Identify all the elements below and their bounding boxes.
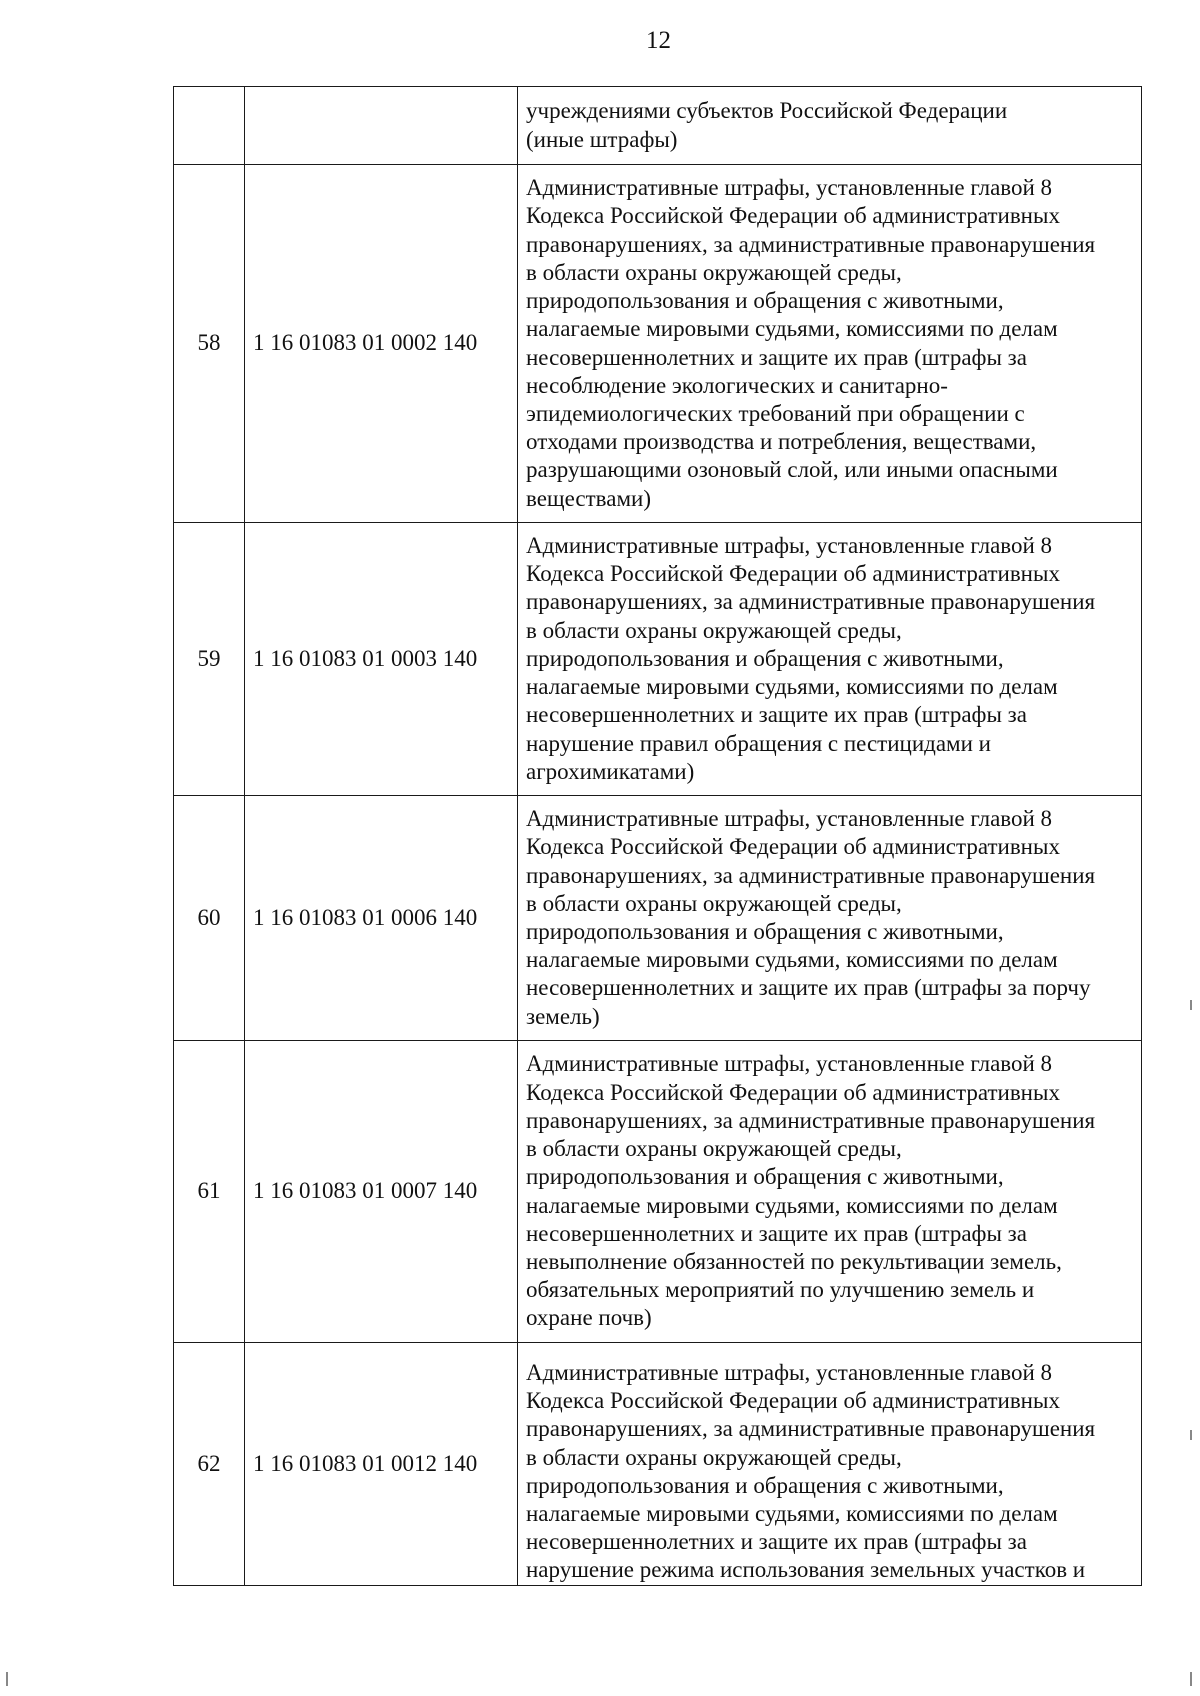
description-line: (иные штрафы) xyxy=(526,126,678,152)
description-line: в области охраны окружающей среды, xyxy=(526,1444,902,1470)
description-line: Административные штрафы, установленные главой 8 xyxy=(526,533,1053,559)
description-line: несовершеннолетних и защите их прав (штрафы за xyxy=(526,702,1027,728)
description-line: природопользования и обращения с животными, xyxy=(526,288,1004,314)
description-line: несовершеннолетних и защите их прав (штрафы за порчу xyxy=(526,975,1091,1001)
budget-code-cell: 1 16 01083 01 0006 140 xyxy=(245,796,518,1041)
description-line: Административные штрафы, установленные главой 8 xyxy=(526,175,1053,201)
description-line: в области охраны окружающей среды, xyxy=(526,890,902,916)
description-line: несовершеннолетних и защите их прав (штрафы за xyxy=(526,1220,1027,1246)
description-line: Кодекса Российской Федерации об административных xyxy=(526,834,1060,860)
description-line: Административные штрафы, установленные главой 8 xyxy=(526,806,1053,832)
page-number: 12 xyxy=(646,27,671,54)
fines-table xyxy=(173,86,1142,1586)
scan-speck xyxy=(1190,1000,1192,1010)
description-line: охране почв) xyxy=(526,1305,652,1331)
description-line: нарушение режима использования земельных участков и xyxy=(526,1557,1086,1583)
budget-code-cell: 1 16 01083 01 0007 140 xyxy=(245,1041,518,1343)
description-line: Административные штрафы, установленные главой 8 xyxy=(526,1360,1053,1385)
description-line: правонарушениях, за административные правонарушения xyxy=(526,589,1096,615)
description-line: в области охраны окружающей среды, xyxy=(526,617,902,643)
description-line: несоблюдение экологических и санитарно- xyxy=(526,372,948,398)
row-number-cell: 61 xyxy=(174,1041,245,1343)
description-line: правонарушениях, за административные правонарушения xyxy=(526,231,1096,257)
scan-speck xyxy=(1190,1672,1192,1686)
description-line: правонарушениях, за административные правонарушения xyxy=(526,1416,1096,1442)
description-line: отходами производства и потребления, веществами, xyxy=(526,429,1037,455)
description-line: Кодекса Российской Федерации об административных xyxy=(526,561,1060,587)
row-number-cell: 60 xyxy=(174,796,245,1041)
description-cell xyxy=(518,165,1142,523)
row-number-cell xyxy=(174,87,245,165)
description-line: невыполнение обязанностей по рекультивации земель, xyxy=(526,1248,1062,1274)
budget-code-cell: 1 16 01083 01 0012 140 xyxy=(245,1343,518,1586)
description-line: налагаемые мировыми судьями, комиссиями по делам xyxy=(526,1501,1058,1527)
table-row xyxy=(174,1343,1142,1586)
description-line: обязательных мероприятий по улучшению земель и xyxy=(526,1277,1035,1303)
budget-code-cell xyxy=(245,87,518,165)
budget-code-cell: 1 16 01083 01 0003 140 xyxy=(245,523,518,796)
description-line: учреждениями субъектов Российской Федерации xyxy=(526,98,1008,124)
description-line: Кодекса Российской Федерации об административных xyxy=(526,1079,1060,1105)
description-cell xyxy=(518,523,1142,796)
description-line: эпидемиологических требований при обращении с xyxy=(526,400,1025,426)
description-cell xyxy=(518,1343,1142,1586)
description-line: налагаемые мировыми судьями, комиссиями по делам xyxy=(526,316,1058,342)
table-row xyxy=(174,796,1142,1041)
description-line: Кодекса Российской Федерации об административных xyxy=(526,1388,1060,1414)
description-line: агрохимикатами) xyxy=(526,758,695,784)
description-line: природопользования и обращения с животными, xyxy=(526,1164,1004,1190)
scan-speck xyxy=(6,1672,8,1686)
description-line: налагаемые мировыми судьями, комиссиями по делам xyxy=(526,1192,1058,1218)
description-line: налагаемые мировыми судьями, комиссиями по делам xyxy=(526,674,1058,700)
description-cell xyxy=(518,1041,1142,1343)
description-line: налагаемые мировыми судьями, комиссиями по делам xyxy=(526,947,1058,973)
table-row xyxy=(174,523,1142,796)
row-number-cell: 62 xyxy=(174,1343,245,1586)
budget-code-cell: 1 16 01083 01 0002 140 xyxy=(245,165,518,523)
row-number-cell: 58 xyxy=(174,165,245,523)
table-row xyxy=(174,1041,1142,1343)
description-line: в области охраны окружающей среды, xyxy=(526,259,902,285)
description-line: веществами) xyxy=(526,485,651,511)
row-number-cell: 59 xyxy=(174,523,245,796)
description-line: природопользования и обращения с животными, xyxy=(526,645,1004,671)
description-line: Кодекса Российской Федерации об административных xyxy=(526,203,1060,229)
description-line: правонарушениях, за административные правонарушения xyxy=(526,1107,1096,1133)
description-line: разрушающими озоновый слой, или иными опасными xyxy=(526,457,1058,483)
description-line: Административные штрафы, установленные главой 8 xyxy=(526,1051,1053,1077)
scan-speck xyxy=(1190,1430,1192,1440)
description-line: в области охраны окружающей среды, xyxy=(526,1136,902,1162)
description-line: нарушение правил обращения с пестицидами и xyxy=(526,730,991,756)
description-line: несовершеннолетних и защите их прав (штрафы за xyxy=(526,1529,1027,1555)
description-line: правонарушениях, за административные правонарушения xyxy=(526,862,1096,888)
description-line: несовершеннолетних и защите их прав (штрафы за xyxy=(526,344,1027,370)
description-cell xyxy=(518,87,1142,165)
description-line: природопользования и обращения с животными, xyxy=(526,919,1004,944)
description-line: земель) xyxy=(526,1003,600,1029)
table-row xyxy=(174,165,1142,523)
table-row xyxy=(174,87,1142,165)
description-cell xyxy=(518,796,1142,1041)
description-line: природопользования и обращения с животными, xyxy=(526,1472,1004,1498)
